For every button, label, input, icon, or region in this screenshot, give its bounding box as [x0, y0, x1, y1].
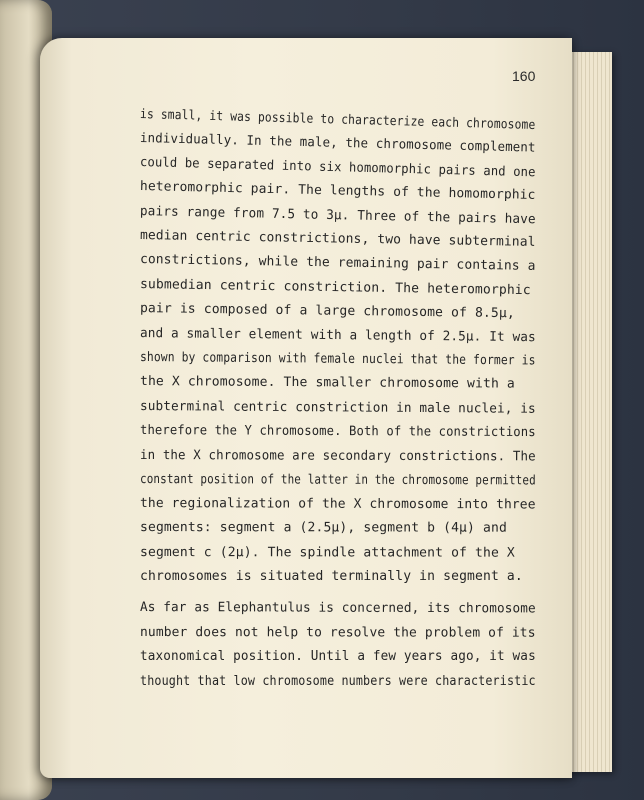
text-line: pair is composed of a large chromosome of 8.5µ, — [139, 301, 515, 322]
text-line: and a smaller element with a length of 2.5µ. It was — [139, 326, 536, 346]
text-line: submedian centric constriction. The heteromorphic — [139, 277, 531, 299]
text-line: individually. In the male, the chromosome complement — [139, 131, 536, 156]
page-number: 160 — [512, 68, 536, 84]
text-line: the X chromosome. The smaller chromosome with a — [139, 374, 515, 392]
text-line: constant position of the latter in the chromosome permitted — [139, 472, 536, 489]
text-line: therefore the Y chromosome. Both of the constrictions — [139, 423, 536, 441]
text-line: pairs range from 7.5 to 3µ. Three of the pairs have — [139, 204, 536, 228]
text-line: segment c (2µ). The spindle attachment of the X — [139, 545, 515, 561]
text-line: shown by comparison with female nuclei that the former is — [139, 350, 536, 369]
text-line: taxonomical position. Until a few years ago, it was — [140, 649, 536, 664]
text-line: is small, it was possible to characterize each chromosome — [139, 107, 536, 134]
text-line: the regionalization of the X chromosome into three — [139, 496, 536, 513]
text-line: thought that low chromosome numbers were characteristic — [140, 674, 536, 689]
paragraph-first-line: As far as Elephantulus is concerned, its chromosome — [139, 600, 536, 617]
text-line: segments: segment a (2.5µ), segment b (4µ) and — [139, 520, 507, 536]
text-line: median centric constrictions, two have subterminal — [139, 228, 536, 250]
text-line: number does not help to resolve the problem of its — [139, 625, 536, 641]
text-line: chromosomes is situated terminally in segment a. — [140, 569, 523, 584]
text-line: could be separated into six homomorphic pairs and one — [139, 155, 536, 181]
text-line: in the X chromosome are secondary constrictions. The — [139, 448, 536, 465]
text-line: constrictions, while the remaining pair contains a — [139, 252, 536, 274]
text-line: heteromorphic pair. The lengths of the homomorphic — [139, 179, 536, 203]
text-line: subterminal centric constriction in male nuclei, is — [139, 399, 536, 417]
